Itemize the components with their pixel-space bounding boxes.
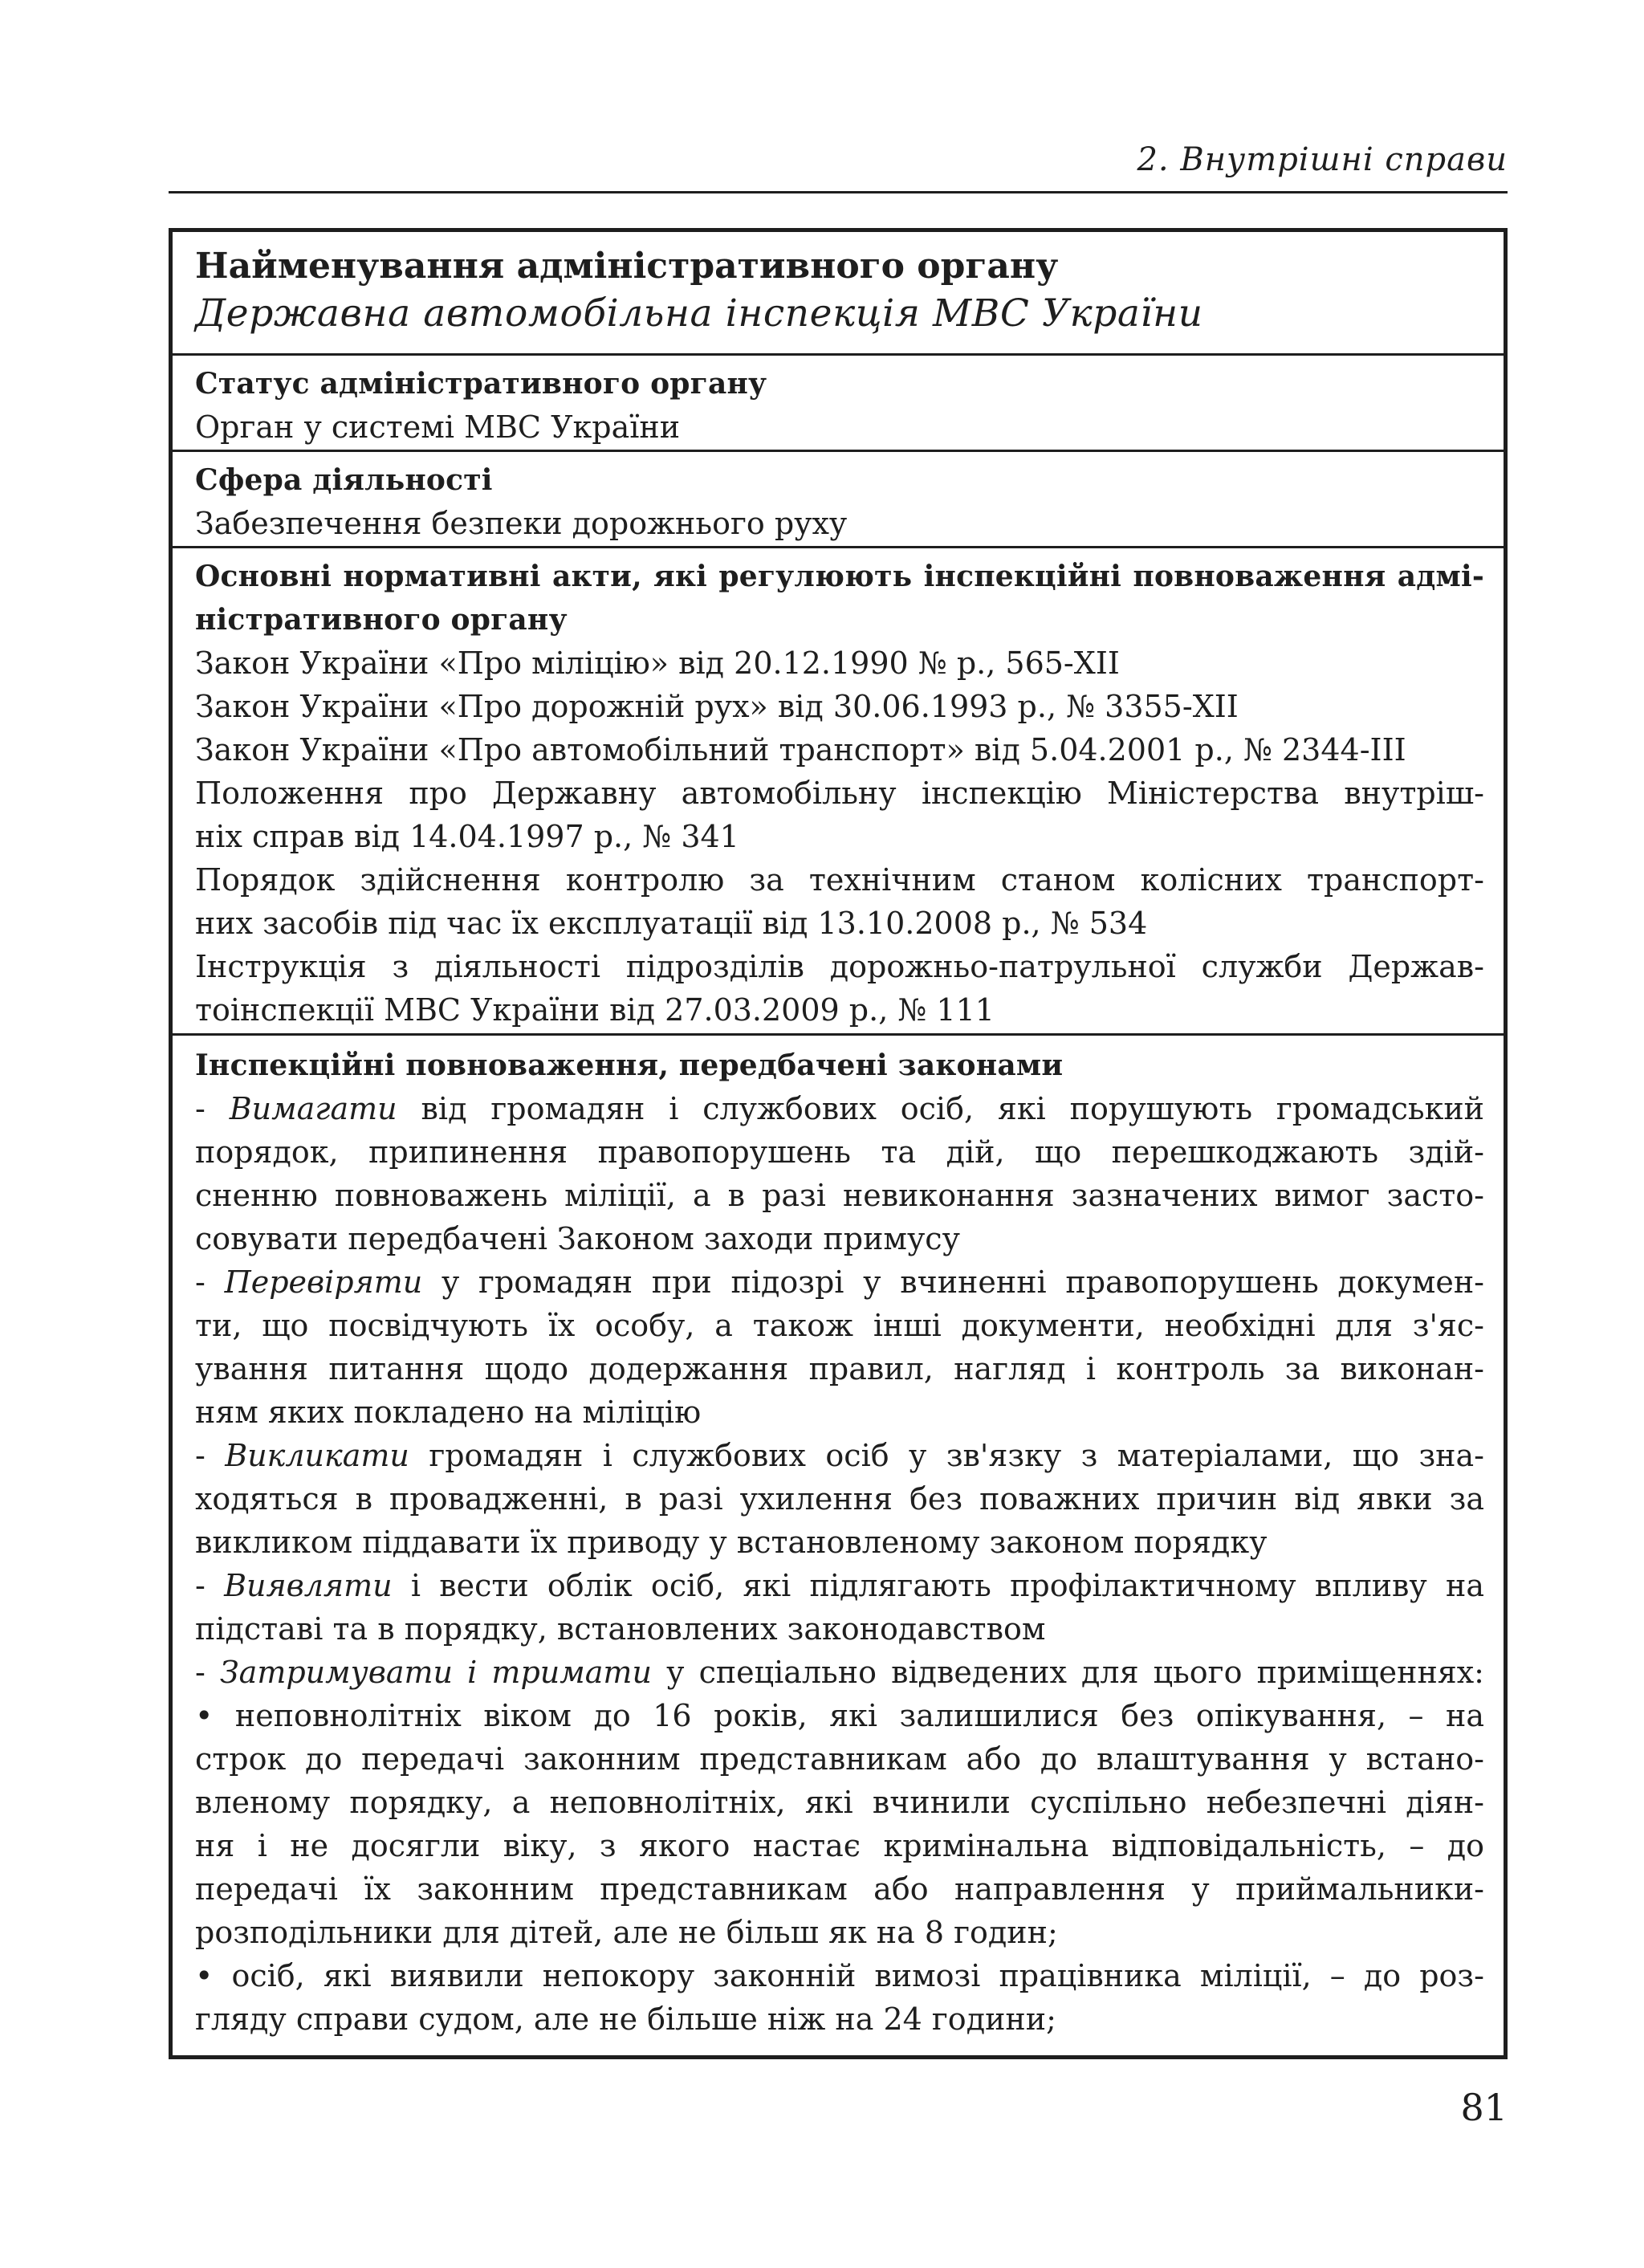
power-item-demand: - Вимагати від громадян і службових осіб, які порушують громадський	[195, 1091, 1485, 1126]
power-line: ування питання щодо додержання правил, нагляд і контроль за виконан-	[195, 1351, 1484, 1386]
act-line: них засобів під час їх експлуатації від 13.10.2008 р., № 534	[195, 906, 1148, 941]
act-line: тоінспекції МВС України від 27.03.2009 р., № 111	[195, 992, 995, 1028]
power-item-detain: - Затримувати і тримати у спеціально відведених для цього приміщеннях:	[195, 1655, 1484, 1690]
status-heading: Статус адміністративного органу	[195, 367, 767, 401]
power-line: ходяться в провадженні, в разі ухилення без поважних причин від явки за	[195, 1481, 1484, 1517]
power-verb: Затримувати і тримати	[219, 1655, 652, 1690]
power-verb: Перевіряти	[224, 1264, 423, 1300]
status-row	[173, 356, 1504, 452]
power-verb: Виявляти	[224, 1568, 393, 1603]
sphere-value: Забезпечення безпеки дорожнього руху	[195, 506, 848, 541]
name-value: Державна автомобільна інспекція МВС України	[195, 291, 1203, 336]
power-line: ням яких покладено на міліцію	[195, 1395, 702, 1430]
power-line: розподільники для дітей, але не більш як на 8 годин;	[195, 1915, 1058, 1950]
powers-row	[173, 1036, 1504, 2055]
act-line: Положення про Державну автомобільну інспекцію Міністерства внутріш-	[195, 776, 1484, 811]
power-line: порядок, припинення правопорушень та дій, що перешкоджають здій-	[195, 1134, 1484, 1170]
act-line: Закон України «Про міліцію» від 20.12.1990 № р., 565-XII	[195, 645, 1120, 681]
power-line: викликом піддавати їх приводу у встановленому законом порядку	[195, 1525, 1268, 1560]
act-line: ніх справ від 14.04.1997 р., № 341	[195, 819, 739, 854]
act-line: Закон України «Про дорожній рух» від 30.06.1993 р., № 3355-XII	[195, 689, 1239, 724]
power-line: передачі їх законним представникам або направлення у приймальники-	[195, 1871, 1484, 1907]
page-number: 81	[1460, 2086, 1508, 2129]
power-line: вленому порядку, а неповнолітніх, які вчинили суспільно небезпечні діян-	[195, 1785, 1484, 1820]
act-line: Порядок здійснення контролю за технічним станом колісних транспорт-	[195, 862, 1484, 898]
bullet-item-disobedience: • осіб, які виявили непокору законній вимозі працівника міліції, – до роз-	[195, 1958, 1484, 1993]
acts-heading-line: Основні нормативні акти, які регулюють інспекційні повноваження адмі-	[195, 560, 1484, 593]
name-row	[173, 232, 1504, 356]
power-verb: Вимагати	[229, 1091, 397, 1126]
acts-row	[173, 548, 1504, 1036]
power-item-summon: - Викликати громадян і службових осіб у зв'язку з матеріалами, що зна-	[195, 1438, 1484, 1473]
power-line: ня і не досягли віку, з якого настає кримінальна відповідальність, – до	[195, 1828, 1484, 1863]
header-rule	[169, 191, 1508, 193]
act-line: Інструкція з діяльності підрозділів дорожньо-патрульної служби Держав-	[195, 949, 1484, 984]
acts-heading-line: ністративного органу	[195, 603, 568, 637]
power-verb: Викликати	[225, 1438, 409, 1473]
power-line: строк до передачі законним представникам або до влаштування у встано-	[195, 1741, 1484, 1777]
power-line: підставі та в порядку, встановлених законодавством	[195, 1611, 1046, 1647]
power-line: ти, що посвідчують їх особу, а також інші документи, необхідні для з'яс-	[195, 1308, 1484, 1343]
name-heading: Найменування адміністративного органу	[195, 246, 1059, 287]
power-line: сненню повноважень міліції, а в разі невиконання зазначених вимог засто-	[195, 1178, 1484, 1213]
act-line: Закон України «Про автомобільний транспорт» від 5.04.2001 р., № 2344-III	[195, 732, 1406, 768]
authority-table	[169, 228, 1508, 2059]
sphere-heading: Сфера діяльності	[195, 463, 493, 497]
sphere-row	[173, 452, 1504, 548]
power-line: совувати передбачені Законом заходи примусу	[195, 1221, 960, 1256]
bullet-item-minors: • неповнолітніх віком до 16 років, які залишилися без опікування, – на	[195, 1698, 1484, 1733]
status-value: Орган у системі МВС України	[195, 409, 681, 445]
powers-heading: Інспекційні повноваження, передбачені законами	[195, 1048, 1064, 1082]
power-item-check: - Перевіряти у громадян при підозрі у вчиненні правопорушень докумен-	[195, 1264, 1484, 1300]
power-item-detect: - Виявляти і вести облік осіб, які підлягають профілактичному впливу на	[195, 1568, 1484, 1603]
power-line: гляду справи судом, але не більше ніж на 24 години;	[195, 2001, 1056, 2037]
running-head: 2. Внутрішні справи	[1137, 141, 1508, 178]
